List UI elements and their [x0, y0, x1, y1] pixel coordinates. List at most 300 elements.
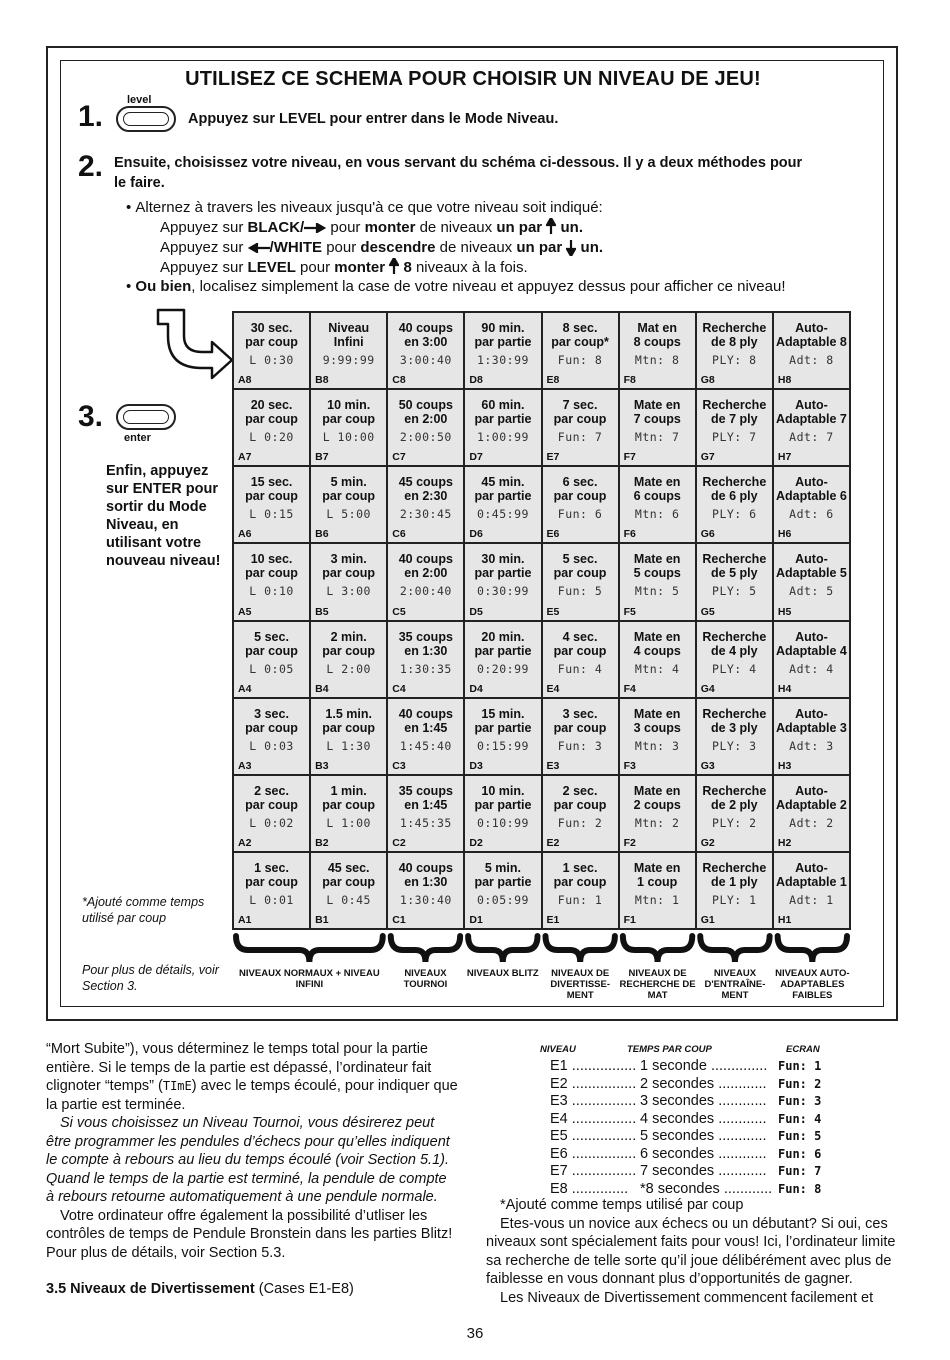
- table-cell-temps: 4 secondes ............: [640, 1110, 767, 1127]
- cell-line-2: par coup: [322, 797, 376, 812]
- table-cell-ecran: Fun: 2: [778, 1076, 822, 1091]
- cell-line-2: par coup: [322, 566, 376, 581]
- level-cell-a7[interactable]: [234, 390, 309, 465]
- level-cell-h1[interactable]: [774, 853, 849, 928]
- cell-line-1: 20 min.: [481, 629, 525, 644]
- cell-code: G7: [700, 451, 715, 464]
- brace-label-4: NIVEAUX DE DIVERTISSE-MENT: [550, 968, 611, 1001]
- curved-arrow-icon: [154, 306, 234, 384]
- cell-code: D5: [469, 605, 483, 618]
- cell-code: E7: [546, 451, 560, 464]
- cell-code: A8: [238, 374, 252, 387]
- table-cell-ecran: Fun: 1: [778, 1059, 822, 1073]
- level-grid: [232, 311, 851, 930]
- cell-display: PLY: 2: [712, 815, 757, 830]
- level-cell-g4[interactable]: [697, 622, 772, 697]
- page-title: UTILISEZ CE SCHEMA POUR CHOISIR UN NIVEAU DE JEU!: [185, 68, 761, 90]
- cell-display: Adt: 1: [789, 892, 834, 907]
- cell-display: L 0:02: [249, 815, 294, 830]
- cell-line-2: par partie: [474, 720, 532, 735]
- level-cell-b6[interactable]: [311, 467, 386, 542]
- table-note: *Ajouté comme temps utilisé par coup: [500, 1197, 744, 1213]
- cell-line-1: Recherche: [702, 860, 767, 875]
- cell-line-1: 40 coups: [398, 860, 453, 875]
- enter-key-label: enter: [124, 432, 151, 444]
- step-1-text: Appuyez sur LEVEL pour entrer dans le Mode Niveau.: [188, 111, 559, 127]
- table-cell-niveau: E8 ..............: [550, 1180, 629, 1197]
- cell-code: D6: [469, 528, 483, 541]
- level-cell-e4[interactable]: [543, 622, 618, 697]
- cell-line-1: 30 sec.: [250, 321, 293, 335]
- arrow-up-icon: [389, 258, 399, 274]
- cell-line-2: Adaptable 8: [776, 335, 847, 349]
- cell-line-2: de 2 ply: [711, 797, 758, 812]
- cell-display: L 3:00: [326, 584, 371, 599]
- cell-line-1: 60 min.: [481, 398, 525, 413]
- cell-code: D8: [469, 374, 483, 387]
- cell-code: F8: [623, 374, 636, 387]
- cell-code: H4: [777, 682, 792, 695]
- cell-code: D1: [469, 914, 483, 926]
- cell-code: F2: [623, 836, 636, 849]
- cell-code: G8: [700, 374, 715, 387]
- cell-line-1: 5 sec.: [562, 552, 598, 567]
- cell-code: E5: [546, 605, 560, 618]
- cell-display: L 0:03: [249, 738, 294, 753]
- cell-display: 2:00:50: [399, 430, 452, 445]
- cell-line-1: Auto-: [795, 398, 828, 413]
- cell-display: Mtn: 3: [634, 738, 680, 753]
- brace-6: [700, 936, 769, 962]
- level-cell-e8[interactable]: [543, 313, 618, 388]
- cell-code: F1: [623, 914, 636, 926]
- table-cell-temps: 2 secondes ............: [640, 1075, 767, 1092]
- cell-line-2: en 3:00: [404, 335, 448, 349]
- cell-display: 3:00:40: [399, 353, 452, 367]
- cell-display: PLY: 5: [712, 584, 757, 599]
- cell-code: E4: [546, 682, 560, 695]
- level-cell-d1[interactable]: [465, 853, 540, 928]
- cell-line-1: 1 sec.: [254, 860, 289, 875]
- cell-display: L 0:30: [249, 353, 294, 367]
- cell-display: 1:45:40: [399, 738, 452, 753]
- level-cell-b3[interactable]: [311, 699, 386, 774]
- cell-code: H8: [777, 374, 792, 387]
- cell-display: PLY: 6: [712, 507, 757, 522]
- cell-line-2: Adaptable 2: [776, 797, 847, 812]
- level-cell-h2[interactable]: [774, 776, 849, 851]
- cell-line-2: par partie: [474, 489, 532, 504]
- cell-code: G5: [700, 605, 715, 618]
- table-header-niveau: NIVEAU: [540, 1044, 576, 1055]
- cell-code: H1: [777, 914, 792, 926]
- table-cell-ecran: Fun: 6: [778, 1146, 822, 1161]
- cell-display: Adt: 3: [789, 738, 834, 753]
- cell-line-2: par coup: [553, 797, 607, 812]
- cell-code: E3: [546, 759, 560, 772]
- level-cell-d8[interactable]: [465, 313, 540, 388]
- cell-code: E6: [546, 528, 560, 541]
- cell-line-1: 35 coups: [398, 783, 453, 798]
- cell-display: L 1:00: [326, 815, 371, 830]
- cell-line-1: Auto-: [795, 860, 828, 875]
- cell-code: D4: [469, 682, 483, 695]
- level-cell-b5[interactable]: [311, 544, 386, 619]
- cell-line-2: par coup: [322, 412, 376, 427]
- level-cell-c4[interactable]: [388, 622, 463, 697]
- level-cell-h4[interactable]: [774, 622, 849, 697]
- level-cell-d3[interactable]: [465, 699, 540, 774]
- cell-line-2: 2 coups: [633, 797, 681, 812]
- cell-code: C2: [392, 836, 406, 849]
- paragraph-novice: Etes-vous un novice aux échecs ou un débutant? Si oui, ces niveaux sont spécialement faits pour vous! Ici, l’ordinateur limite sa recherche de telle sorte qu’il joue délibérément avec plus de faiblesse en vous donnant plus d’opportunités de gagner.: [486, 1215, 896, 1287]
- cell-line-2: de 1 ply: [711, 874, 758, 889]
- cell-line-2: par coup: [245, 412, 298, 427]
- cell-display: Fun: 8: [557, 353, 603, 367]
- step-2-text: Ensuite, choisissez votre niveau, en vous servant du schéma ci-dessous. Il y a deux méthodes pour le faire.: [114, 155, 803, 191]
- cell-code: C1: [392, 914, 406, 926]
- cell-display: PLY: 7: [712, 430, 757, 445]
- table-cell-ecran: Fun: 4: [778, 1111, 822, 1126]
- cell-display: Mtn: 2: [634, 815, 680, 830]
- level-cell-a3[interactable]: [234, 699, 309, 774]
- cell-line-1: 3 sec.: [562, 706, 598, 721]
- cell-display: L 0:05: [249, 661, 294, 676]
- cell-line-2: 1 coup: [637, 874, 678, 889]
- level-cell-a4[interactable]: [234, 622, 309, 697]
- cell-line-1: Auto-: [795, 783, 828, 798]
- level-cell-c5[interactable]: [388, 544, 463, 619]
- level-cell-e1[interactable]: [543, 853, 618, 928]
- level-cell-d2[interactable]: [465, 776, 540, 851]
- cell-line-1: 90 min.: [481, 321, 525, 335]
- cell-line-2: en 1:30: [404, 874, 448, 889]
- level-cell-f4[interactable]: [620, 622, 695, 697]
- cell-line-1: 10 min.: [327, 398, 371, 413]
- level-cell-c1[interactable]: [388, 853, 463, 928]
- cell-line-1: Mate en: [633, 475, 681, 490]
- level-cell-c7[interactable]: [388, 390, 463, 465]
- level-cell-d5[interactable]: [465, 544, 540, 619]
- cell-code: B2: [315, 836, 329, 849]
- table-cell-niveau: E1 ................: [550, 1058, 637, 1074]
- level-cell-e7[interactable]: [543, 390, 618, 465]
- cell-code: D3: [469, 759, 483, 772]
- level-cell-a1[interactable]: [234, 853, 309, 928]
- cell-line-1: 2 sec.: [254, 783, 289, 798]
- cell-line-1: Recherche: [702, 475, 767, 490]
- level-cell-g8[interactable]: [697, 313, 772, 388]
- cell-code: G6: [700, 528, 715, 541]
- cell-code: G3: [700, 759, 715, 772]
- cell-code: F6: [623, 528, 636, 541]
- cell-code: B7: [315, 451, 329, 464]
- cell-code: H2: [777, 836, 792, 849]
- table-header-ecran: ECRAN: [786, 1044, 820, 1055]
- cell-line-1: 5 sec.: [254, 629, 289, 644]
- cell-display: Adt: 5: [789, 584, 834, 599]
- cell-line-1: Mate en: [633, 783, 681, 798]
- level-cell-b8[interactable]: [311, 313, 386, 388]
- cell-line-1: 5 min.: [330, 475, 367, 490]
- level-cell-f3[interactable]: [620, 699, 695, 774]
- cell-line-1: 4 sec.: [562, 629, 598, 644]
- cell-line-2: en 2:30: [404, 489, 448, 504]
- cell-display: Adt: 7: [789, 430, 834, 445]
- level-cell-h3[interactable]: [774, 699, 849, 774]
- level-cell-b7[interactable]: [311, 390, 386, 465]
- step-3-text: Enfin, appuyez sur ENTER pour sortir du Mode Niveau, en utilisant votre nouveau niveau!: [106, 463, 221, 569]
- cell-display: PLY: 4: [712, 661, 757, 676]
- cell-line-2: Adaptable 4: [776, 643, 847, 658]
- level-cell-c2[interactable]: [388, 776, 463, 851]
- level-cell-a5[interactable]: [234, 544, 309, 619]
- cell-line-2: Adaptable 3: [776, 720, 847, 735]
- level-cell-g3[interactable]: [697, 699, 772, 774]
- brace-label-3: NIVEAUX BLITZ: [466, 968, 539, 979]
- level-cell-c6[interactable]: [388, 467, 463, 542]
- level-cell-g5[interactable]: [697, 544, 772, 619]
- cell-line-2: par coup: [322, 874, 376, 889]
- table-cell-niveau: E3 ................: [550, 1093, 637, 1109]
- cell-display: Adt: 4: [789, 661, 834, 676]
- cell-line-2: par coup: [322, 643, 376, 658]
- instruction-bullet-1: • Alternez à travers les niveaux jusqu'à ce que votre niveau soit indiqué:: [126, 199, 603, 216]
- level-cell-c8[interactable]: [388, 313, 463, 388]
- paragraph-3: Votre ordinateur offre également la possibilité d’utliser les contrôles de temps de Pendule Bronstein dans les parties Blitz! Pour plus de détails, voir Section 5.3.: [46, 1207, 453, 1261]
- level-cell-h6[interactable]: [774, 467, 849, 542]
- brace-5: [623, 936, 692, 962]
- cell-line-2: 3 coups: [633, 720, 681, 735]
- cell-display: 9:99:99: [322, 353, 375, 367]
- table-cell-niveau: E2 ................: [550, 1075, 637, 1092]
- cell-display: 1:30:99: [476, 353, 529, 367]
- cell-line-1: Mate en: [633, 706, 681, 721]
- cell-line-1: 30 min.: [481, 552, 525, 567]
- cell-display: L 5:00: [326, 507, 371, 522]
- cell-line-2: Infini: [333, 335, 364, 349]
- cell-line-1: Recherche: [702, 783, 767, 798]
- cell-code: C6: [392, 528, 406, 541]
- cell-display: L 0:01: [249, 892, 294, 907]
- cell-display: L 10:00: [322, 430, 375, 445]
- cell-line-2: par coup: [553, 874, 607, 889]
- cell-line-1: 3 min.: [330, 552, 367, 567]
- instruction-level: Appuyez sur LEVEL pour monter 8 niveaux à la fois.: [160, 259, 528, 276]
- cell-code: B3: [315, 759, 329, 772]
- cell-line-2: 4 coups: [633, 643, 681, 658]
- cell-line-1: 45 min.: [481, 475, 525, 490]
- cell-line-1: 20 sec.: [250, 398, 293, 413]
- level-cell-f1[interactable]: [620, 853, 695, 928]
- cell-line-2: en 1:30: [404, 643, 448, 658]
- cell-display: 2:00:40: [399, 584, 452, 599]
- cell-code: A3: [238, 759, 252, 772]
- cell-line-2: par coup: [245, 566, 298, 581]
- cell-line-2: par coup: [553, 489, 607, 504]
- cell-line-1: 35 coups: [398, 629, 453, 644]
- level-cell-e5[interactable]: [543, 544, 618, 619]
- cell-line-1: Recherche: [702, 629, 767, 644]
- cell-line-2: par coup*: [551, 335, 609, 349]
- group-braces: [232, 932, 851, 968]
- cell-display: PLY: 1: [712, 892, 757, 907]
- cell-line-2: par coup: [245, 797, 298, 812]
- cell-line-2: de 4 ply: [711, 643, 758, 658]
- level-cell-h7[interactable]: [774, 390, 849, 465]
- cell-display: L 1:30: [326, 738, 371, 753]
- cell-display: 0:05:99: [476, 892, 529, 907]
- cell-display: 1:00:99: [476, 430, 529, 445]
- cell-line-1: 2 sec.: [562, 783, 598, 798]
- cell-code: A6: [238, 528, 252, 541]
- arrow-up-icon: [546, 218, 556, 234]
- paragraph-start: Les Niveaux de Divertissement commencent facilement et: [500, 1289, 874, 1306]
- cell-code: D7: [469, 451, 483, 464]
- cell-code: A1: [238, 914, 252, 926]
- cell-line-2: par partie: [474, 566, 532, 581]
- cell-line-2: par partie: [474, 643, 532, 658]
- cell-display: Fun: 2: [557, 815, 603, 830]
- cell-display: Fun: 5: [557, 584, 603, 599]
- cell-line-2: de 7 ply: [711, 412, 758, 427]
- footnote: *Ajouté comme temps utilisé par coup: [82, 895, 205, 925]
- cell-line-2: par coup: [245, 489, 298, 504]
- cell-code: H7: [777, 451, 792, 464]
- table-cell-ecran: Fun: 5: [778, 1129, 822, 1143]
- cell-display: Mtn: 8: [634, 353, 680, 367]
- arrow-left-icon: [248, 243, 270, 253]
- cell-line-2: par coup: [553, 643, 607, 658]
- cell-code: G1: [700, 914, 715, 926]
- cell-line-2: par partie: [474, 874, 532, 889]
- cell-line-2: en 1:45: [404, 720, 448, 735]
- arrow-down-icon: [566, 240, 576, 256]
- details-note: Pour plus de détails, voir Section 3.: [82, 963, 219, 993]
- brace-4: [546, 936, 615, 962]
- level-cell-g6[interactable]: [697, 467, 772, 542]
- cell-line-1: Recherche: [702, 321, 767, 335]
- cell-line-1: 1 min.: [330, 783, 367, 798]
- cell-display: PLY: 3: [712, 738, 757, 753]
- cell-code: C7: [392, 451, 406, 464]
- level-cell-b4[interactable]: [311, 622, 386, 697]
- level-cell-e2[interactable]: [543, 776, 618, 851]
- level-cell-g7[interactable]: [697, 390, 772, 465]
- cell-code: H3: [777, 759, 792, 772]
- level-cell-d7[interactable]: [465, 390, 540, 465]
- cell-code: F7: [623, 451, 636, 464]
- table-cell-temps: *8 secondes ............: [640, 1180, 773, 1197]
- cell-line-1: Auto-: [795, 629, 828, 644]
- cell-line-2: de 3 ply: [711, 720, 758, 735]
- cell-display: L 0:20: [249, 430, 294, 445]
- cell-line-1: Auto-: [795, 475, 828, 490]
- level-cell-f6[interactable]: [620, 467, 695, 542]
- level-cell-b2[interactable]: [311, 776, 386, 851]
- cell-line-2: par coup: [553, 720, 607, 735]
- level-cell-e3[interactable]: [543, 699, 618, 774]
- level-key-icon: [116, 106, 176, 132]
- cell-display: 1:45:35: [399, 815, 452, 830]
- cell-line-1: Mat en: [637, 321, 677, 335]
- cell-line-2: Adaptable 7: [776, 412, 847, 427]
- arrow-right-icon: [304, 223, 326, 233]
- table-cell-temps: 6 secondes ............: [640, 1145, 767, 1162]
- cell-display: L 0:45: [326, 892, 371, 907]
- cell-line-2: de 6 ply: [711, 489, 758, 504]
- table-cell-temps: 5 secondes ............: [640, 1128, 767, 1144]
- table-cell-niveau: E4 ................: [550, 1110, 637, 1127]
- cell-display: PLY: 8: [712, 353, 757, 367]
- level-cell-a2[interactable]: [234, 776, 309, 851]
- level-cell-d4[interactable]: [465, 622, 540, 697]
- level-cell-a8[interactable]: [234, 313, 309, 388]
- cell-line-1: 40 coups: [398, 552, 453, 567]
- cell-line-2: par partie: [474, 412, 532, 427]
- level-cell-h8[interactable]: [774, 313, 849, 388]
- cell-line-1: 50 coups: [398, 398, 453, 413]
- level-cell-c3[interactable]: [388, 699, 463, 774]
- brace-label-1: NIVEAUX NORMAUX + NIVEAU INFINI: [239, 968, 380, 990]
- cell-line-2: par coup: [245, 720, 298, 735]
- table-cell-temps: 7 secondes ............: [640, 1163, 767, 1179]
- level-cell-g2[interactable]: [697, 776, 772, 851]
- level-cell-g1[interactable]: [697, 853, 772, 928]
- cell-line-2: 5 coups: [633, 566, 681, 581]
- cell-line-2: par partie: [474, 797, 532, 812]
- brace-label-2: NIVEAUX TOURNOI: [403, 968, 448, 990]
- level-cell-e6[interactable]: [543, 467, 618, 542]
- cell-line-1: 15 sec.: [250, 475, 293, 490]
- cell-line-1: Recherche: [702, 552, 767, 567]
- cell-line-2: par coup: [553, 566, 607, 581]
- cell-line-1: 45 sec.: [327, 860, 370, 875]
- level-cell-b1[interactable]: [311, 853, 386, 928]
- cell-display: L 0:15: [249, 507, 294, 522]
- table-cell-ecran: Fun: 3: [778, 1094, 822, 1108]
- step-2-number: 2.: [78, 150, 104, 183]
- cell-line-2: en 2:00: [404, 566, 448, 581]
- cell-line-2: par coup: [553, 412, 607, 427]
- cell-display: Adt: 2: [789, 815, 834, 830]
- cell-line-2: 7 coups: [633, 412, 681, 427]
- cell-line-2: Adaptable 5: [776, 566, 847, 581]
- cell-code: F5: [623, 605, 636, 618]
- level-cell-d6[interactable]: [465, 467, 540, 542]
- cell-code: A7: [238, 451, 252, 464]
- cell-display: L 2:00: [326, 661, 371, 676]
- cell-display: 0:45:99: [476, 507, 529, 522]
- cell-code: B5: [315, 605, 329, 618]
- cell-line-2: par coup: [322, 720, 376, 735]
- enter-key-icon: [116, 404, 176, 430]
- cell-code: B4: [315, 682, 329, 695]
- level-cell-f7[interactable]: [620, 390, 695, 465]
- table-cell-temps: 3 secondes ............: [640, 1093, 767, 1109]
- level-cell-h5[interactable]: [774, 544, 849, 619]
- cell-line-1: Auto-: [795, 706, 828, 721]
- level-cell-f2[interactable]: [620, 776, 695, 851]
- level-cell-a6[interactable]: [234, 467, 309, 542]
- cell-line-1: 6 sec.: [562, 475, 598, 490]
- cell-code: D2: [469, 836, 483, 849]
- cell-display: Fun: 6: [557, 507, 603, 522]
- level-cell-f8[interactable]: [620, 313, 695, 388]
- level-key-label: level: [127, 94, 152, 106]
- level-cell-f5[interactable]: [620, 544, 695, 619]
- cell-line-1: 7 sec.: [562, 398, 598, 413]
